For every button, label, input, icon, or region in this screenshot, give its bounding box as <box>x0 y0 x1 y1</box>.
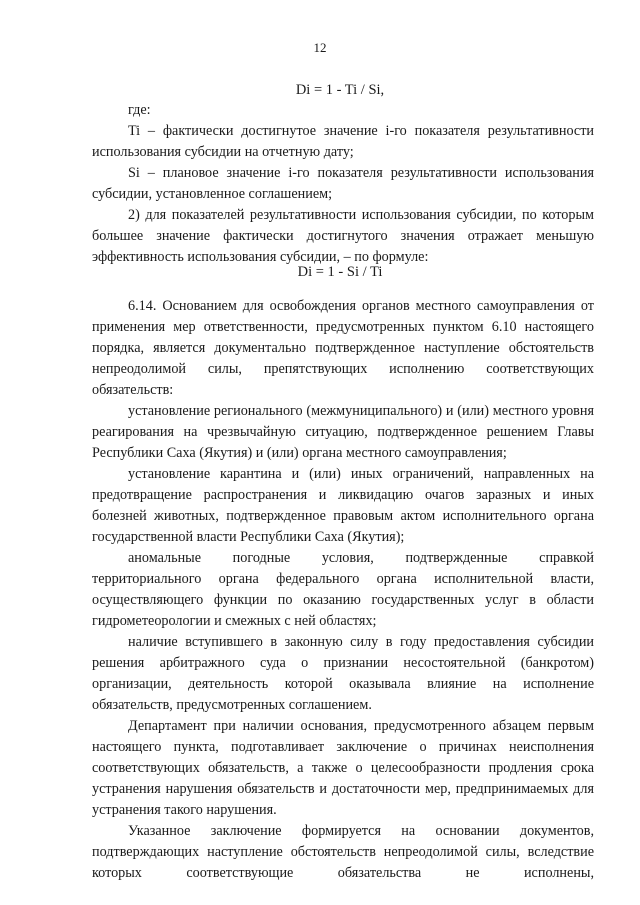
formula-di-ti-si: Di = 1 - Ti / Si, <box>295 82 385 98</box>
paragraph-6-14: 6.14. Основанием для освобождения органов местного самоуправления от применения мер ответственности, предусмотренных пунктом 6.10 настоящего порядка, является документально подтвержденное наступление обстоятельств непреодолимой силы, препятствующих исполнению соответствующих обязательств: <box>92 298 594 398</box>
list-item-emergency: установление регионального (межмуниципального) и (или) местного уровня реагирования на чрезвычайную ситуацию, подтвержденное решением Главы Республики Саха (Якутия) и (или) органа местного самоуправления; <box>92 403 594 461</box>
list-item-quarantine: установление карантина и (или) иных ограничений, направленных на предотвращение распространения и ликвидацию очагов заразных и иных болезней животных, подтвержденное правовым актом исполнительного органа государственной власти Республики Саха (Якутия); <box>92 466 594 545</box>
ti-definition: Ti – фактически достигнутое значение i-го показателя результативности использования субсидии на отчетную дату; <box>92 123 594 160</box>
list-item-bankruptcy: наличие вступившего в законную силу в году предоставления субсидии решения арбитражного суда о признании несостоятельной (банкротом) организации, деятельность которой оказывала влияние на исполнение обязательств, предусмотренных соглашением. <box>92 634 594 713</box>
conclusion-paragraph: Указанное заключение формируется на основании документов, подтверждающих наступление обстоятельств непреодолимой силы, вследствие которых соответствующие обязательства не исполнены, <box>92 823 594 881</box>
formula-di-si-ti: Di = 1 - Si / Ti <box>297 264 383 280</box>
definitions-block <box>92 100 594 268</box>
page-number: 12 <box>313 40 327 55</box>
item-2-paragraph: 2) для показателей результативности использования субсидии, по которым большее значение фактически достигнутого значения отражает меньшую эффективность использования субсидии, – по формуле: <box>92 207 594 265</box>
si-definition: Si – плановое значение i-го показателя результативности использования субсидии, установленное соглашением; <box>92 165 594 202</box>
where-label: где: <box>128 102 151 118</box>
department-paragraph: Департамент при наличии основания, предусмотренного абзацем первым настоящего пункта, подготавливает заключение о причинах неисполнения соответствующих обязательств, а также о целесообразности продления срока устранения нарушения обязательств и достаточности мер, предпринимаемых для устранения такого нарушения. <box>92 718 594 818</box>
section-6-14 <box>92 296 594 884</box>
list-item-weather: аномальные погодные условия, подтвержденные справкой территориального органа федерального органа исполнительной власти, осуществляющего функции по оказанию государственных услуг в области гидрометеорологии и смежных с ней областях; <box>92 550 594 629</box>
